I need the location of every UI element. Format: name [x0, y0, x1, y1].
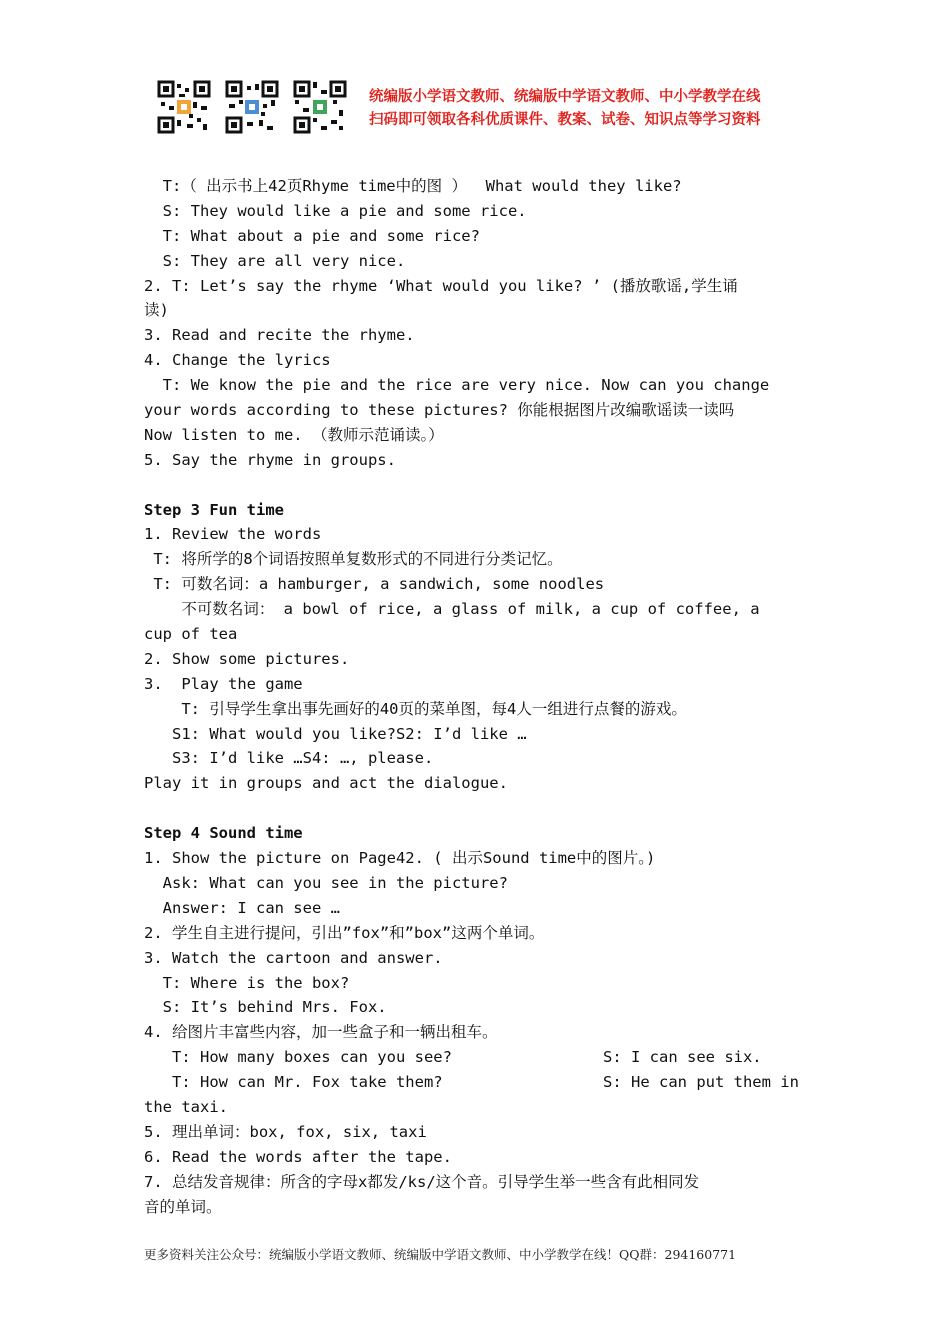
text-line: S3: I’d like …S4: …, please.: [144, 749, 434, 768]
text-line: 7. 总结发音规律：所含的字母x都发/ks/这个音。引导学生举一些含有此相同发: [144, 1172, 700, 1191]
text-line: 音的单词。: [144, 1197, 222, 1216]
page-footer: 更多资料关注公众号：统编版小学语文教师、统编版中学语文教师、中小学教学在线！QQ群：294160771: [144, 1247, 737, 1262]
text-line: 1. Review the words: [144, 525, 322, 544]
text-line: 3. Read and recite the rhyme.: [144, 326, 415, 345]
spacer: [144, 796, 808, 821]
text-line: T:（ 出示书上42页Rhyme time中的图 ） What would they like?: [144, 177, 682, 195]
spacer: [144, 473, 808, 498]
text-line: 读): [144, 301, 169, 320]
text-line: 1. Show the picture on Page42. ( 出示Sound time中的图片。): [144, 849, 656, 868]
dialogue-left: T: How many boxes can you see?: [144, 1048, 452, 1067]
qr-code-icon[interactable]: [225, 80, 279, 134]
text-line: S: They would like a pie and some rice.: [144, 201, 527, 220]
text-line: Play it in groups and act the dialogue.: [144, 774, 508, 793]
text-line: 3. Play the game: [144, 674, 303, 693]
text-line: your words according to these pictures? 你能根据图片改编歌谣读一读吗: [144, 401, 735, 420]
section-heading: Step 3 Fun time: [144, 500, 284, 519]
qr-code-icon[interactable]: [157, 80, 211, 134]
qr-code-icon[interactable]: [293, 80, 347, 134]
text-line: S: It’s behind Mrs. Fox.: [144, 998, 387, 1017]
text-line: Answer: I can see …: [144, 898, 340, 917]
text-line: 2. 学生自主进行提问，引出”fox”和”box”这两个单词。: [144, 923, 545, 942]
text-line: T: Where is the box?: [144, 973, 350, 992]
text-line: T: 可数名词：a hamburger, a sandwich, some noodles: [144, 575, 605, 594]
text-line: T: We know the pie and the rice are very nice. Now can you change: [144, 376, 770, 395]
text-line: Ask: What can you see in the picture?: [144, 873, 508, 892]
text-line: 3. Watch the cartoon and answer.: [144, 948, 443, 967]
text-line: Now listen to me. （教师示范诵读。）: [144, 425, 444, 444]
text-line: T: 将所学的8个词语按照单复数形式的不同进行分类记忆。: [144, 550, 563, 569]
dialogue-right: S: He can put them in: [603, 1073, 799, 1092]
dialogue-left: T: How can Mr. Fox take them?: [144, 1073, 443, 1092]
promo-line: 统编版小学语文教师、统编版中学语文教师、中小学教学在线: [369, 89, 761, 105]
text-line: S: They are all very nice.: [144, 251, 406, 270]
text-line-two-column: [144, 1045, 808, 1070]
section-heading: Step 4 Sound time: [144, 824, 303, 843]
text-line: T: What about a pie and some rice?: [144, 226, 480, 245]
promo-text: [369, 86, 809, 132]
promo-line: 扫码即可领取各科优质课件、教案、试卷、知识点等学习资料: [369, 112, 761, 128]
text-line: cup of tea: [144, 625, 238, 644]
text-line: S1: What would you like?S2: I’d like …: [144, 724, 527, 743]
lesson-content: [144, 174, 808, 1219]
text-line: 2. T: Let’s say the rhyme ‘What would you like? ’ (播放歌谣,学生诵: [144, 276, 738, 295]
text-line: the taxi.: [144, 1097, 228, 1116]
text-line: 5. 理出单词：box, fox, six, taxi: [144, 1122, 427, 1141]
text-line: 2. Show some pictures.: [144, 649, 350, 668]
text-line: T: 引导学生拿出事先画好的40页的菜单图，每4人一组进行点餐的游戏。: [144, 699, 687, 718]
text-line: 6. Read the words after the tape.: [144, 1147, 452, 1166]
text-line: 4. 给图片丰富些内容，加一些盒子和一辆出租车。: [144, 1023, 498, 1042]
text-line: 4. Change the lyrics: [144, 351, 331, 370]
text-line: 5. Say the rhyme in groups.: [144, 450, 396, 469]
text-line-two-column: [144, 1070, 808, 1095]
text-line: 不可数名词： a bowl of rice, a glass of milk, a cup of coffee, a: [144, 600, 760, 619]
dialogue-right: S: I can see six.: [603, 1048, 762, 1067]
